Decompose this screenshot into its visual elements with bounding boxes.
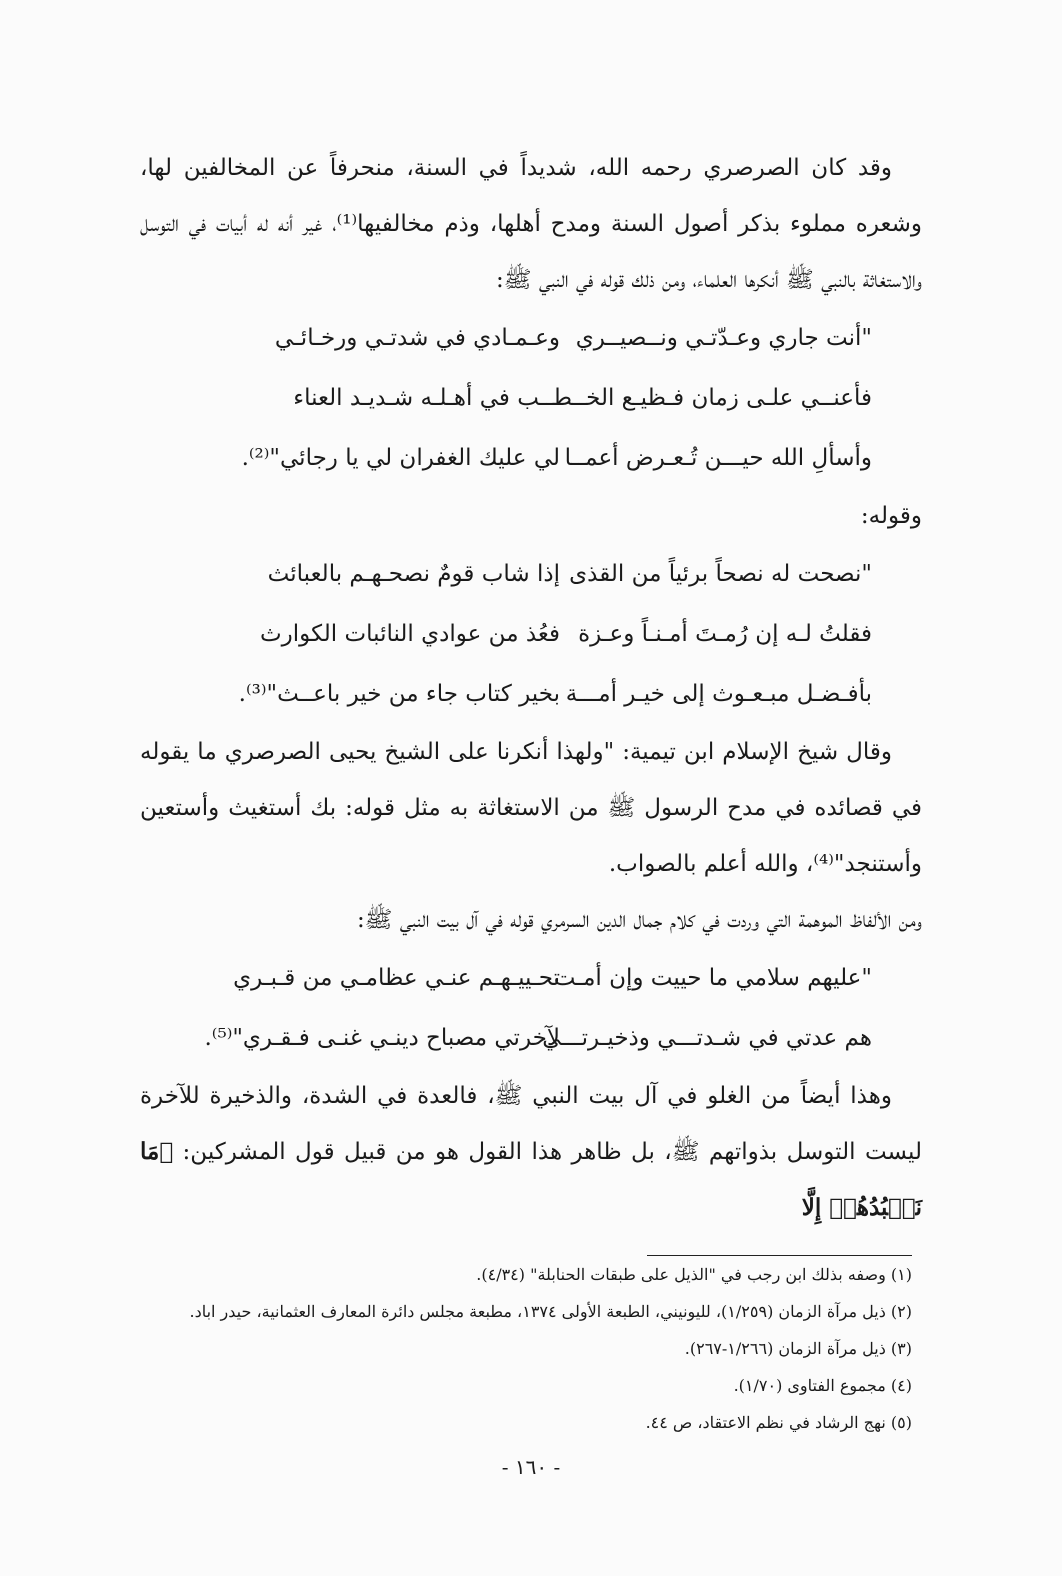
verse-2-3 [140, 664, 922, 724]
hemistich: بأفـضـل مبـعـوث إلى خيـر أمـــة [565, 681, 872, 707]
verse-1-1 [140, 308, 922, 368]
hemistich: لي عليك الغفران لي يا رجائي"⁽²⁾. [241, 445, 560, 471]
footnote-4: (٤) مجموع الفتاوى (١/٧٠). [733, 1376, 912, 1395]
poem-1 [140, 308, 922, 488]
poem-3 [140, 948, 922, 1068]
footnote-3: (٣) ذيل مرآة الزمان (١/٢٦٦-٢٦٧). [684, 1339, 912, 1358]
verse-2-1 [140, 544, 922, 604]
hemistich: "نصحت له نصحاً برئياً من القذى [569, 561, 872, 587]
hemistich: "عليهم سلامي ما حييت وإن أمـت [553, 965, 872, 991]
paragraph-5-text: وهذا أيضاً من الغلو في آل بيت النبي ﷺ، فالعدة في الشدة، والذخيرة للآخرة ليست التوسل بذواتهم ﷺ، بل ظاهر هذا القول هو من قبيل قول المشركين: [140, 1083, 922, 1165]
hemistich: تحـييـهـم عنـي عظامـي من قـبـري [233, 965, 560, 991]
footnote-2: (٢) ذيل مرآة الزمان (١/٢٥٩)، لليونيني، الطبعة الأولى ١٣٧٤، مطبعة مجلس دائرة المعارف العثمانية، حيدر اباد. [189, 1302, 912, 1321]
hemistich: فقلتُ لـه إن رُمـتَ أمـنـاً وعـزة [578, 621, 872, 647]
hemistich: فأعنــي علـى زمان فـظيـع الخــط [550, 385, 872, 411]
paragraph-4: ومن الألفاظ الموهمة التي وردت في كلام جمال الدين السرمري قوله في آل بيت النبي ﷺ: [356, 907, 922, 933]
poem-2 [140, 544, 922, 724]
page-number: - ١٦٠ - [501, 1455, 561, 1479]
hemistich: إذا شاب قومٌ نصحـهـم بالعبائث [267, 561, 560, 587]
verse-2-2 [140, 604, 922, 664]
footnotes [150, 1255, 912, 1441]
hemistich: هم عدتي في شـدتـــي وذخيـرتـــي [542, 1025, 872, 1051]
footnote-5: (٥) نهج الرشاد في نظم الاعتقاد، ص ٤٤. [645, 1413, 912, 1432]
paragraph-5 [140, 1068, 922, 1236]
hemistich: وأسألِ الله حيـــن تُـعـرض أعمــا [564, 445, 872, 471]
hemistich: فعُذ من عوادي النائبات الكوارث [260, 621, 560, 647]
hemistich: ـــب في أهـلـه شـديـد العناء [293, 385, 560, 411]
paragraph-1: وقد كان الصرصري رحمه الله، شديداً في السنة، منحرفاً عن المخالفين لها، وشعره مملوء بذكر أصول السنة ومدح أهلها، وذم مخالفيها⁽¹⁾، غير أنه له أبيات في التوسل والاستغاثة بالنبي ﷺ أنكرها العلماء، ومن ذلك قوله في النبي ﷺ: [140, 155, 922, 293]
hemistich: بخير كتاب جاء من خير باعــث"⁽³⁾. [238, 681, 560, 707]
verse-1-3 [140, 428, 922, 488]
hemistich: "أنت جاري وعـدّتـي ونــصيــري [575, 325, 872, 351]
paragraph-2: وقوله: [860, 503, 922, 529]
hemistich: وعـمـادي في شدتـي ورخـائـي [274, 325, 560, 351]
hemistich: لآخرتي مصباح دينـي غنـى فـقـري"⁽⁵⁾. [204, 1025, 560, 1051]
paragraph-3: وقال شيخ الإسلام ابن تيمية: "ولهذا أنكرنا على الشيخ يحيى الصرصري ما يقوله في قصائده في مدح الرسول ﷺ من الاستغاثة به مثل قوله: بك أستغيث وأستعين وأستنجد"⁽⁴⁾، والله أعلم بالصواب. [140, 739, 922, 877]
footnote-1: (١) وصفه بذلك ابن رجب في "الذيل على طبقات الحنابلة" (٤/٣٤). [476, 1265, 912, 1284]
verse-1-2 [140, 368, 922, 428]
quran-quote: ﴿مَا نَعۡبُدُهُمۡ إِلَّا [140, 1138, 922, 1221]
verse-3-2 [140, 1008, 922, 1068]
verse-3-1 [140, 948, 922, 1008]
main-text [140, 140, 922, 1236]
